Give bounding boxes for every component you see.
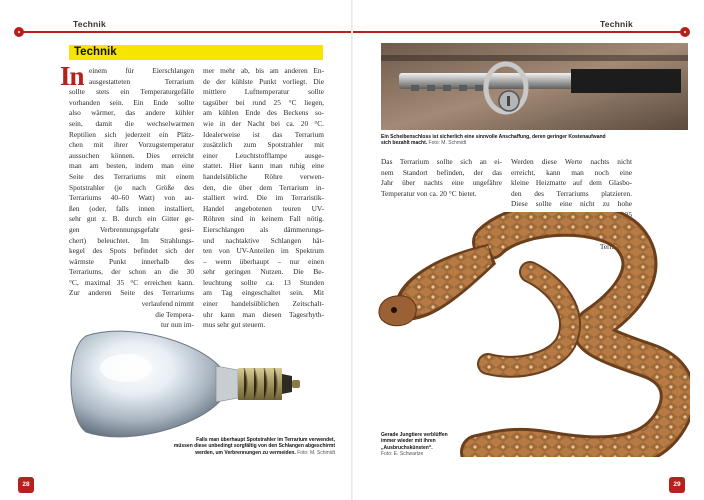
colB-line: am Tag eingeschaltet sein. Mit <box>203 288 324 298</box>
colB-line: mer mehr ab, bis am anderen En- <box>203 66 324 75</box>
colC-line: Das Terrarium sollte sich an ei- <box>381 157 502 166</box>
colB-line: zusätzlich zum Spotstrahler mit <box>203 140 324 150</box>
caption-lock-line-2: sich bezahlt macht. <box>381 140 428 147</box>
colC-line: nem Standort befinden, der das <box>381 167 502 177</box>
header-rule-left <box>20 31 351 33</box>
colC-line: Jahr über nachts eine ungefähre <box>381 178 502 188</box>
colB-line: einer handelsüblichen Zeitschalt- <box>203 299 324 309</box>
colA-line: ausgestatteten Terrarium <box>89 76 194 86</box>
colA-line: Spotstrahler (je nach Größe des <box>69 182 194 192</box>
header-rule-right <box>353 31 684 33</box>
colD-line: Terrariums <box>599 241 632 251</box>
caption-bulb-credit: Foto: M. Schmidt <box>297 449 335 456</box>
colA-line: aussuchen können. Dies erreicht <box>69 150 194 160</box>
colD-line: Wattzahl haben – 15–25 <box>561 209 632 219</box>
caption-bulb-line-2: müssen diese unbedingt sorgfältig von den Schlangen abgeschirmt <box>173 443 335 450</box>
caption-lock-line-1: Ein Scheibenschloss ist sicherlich eine sinnvolle Anschaffung, deren geringer Kostenaufwand <box>381 134 606 140</box>
colB-line: einer Leuchtstofflampe ausge- <box>203 150 324 160</box>
header-dot-right <box>680 27 690 37</box>
left-page-column-1 <box>69 66 194 331</box>
colD-line: kleine Heizmatte auf dem Glasbo- <box>511 178 632 188</box>
colA-line: chen mit ihrer Vorzugstemperatur <box>69 140 194 150</box>
colA-line: sein, damit die wechselwarmen <box>69 118 194 128</box>
colA-line: man am besten, indem man eine <box>69 161 194 171</box>
colA-line: Terrariums, der schon an die 30 <box>69 267 194 277</box>
lock-photo <box>381 43 688 130</box>
colD-line: aus. <box>620 252 632 262</box>
colA-line: einem für Eierschlangen <box>89 66 194 75</box>
colA-line: also wärmer, das andere kühler <box>69 108 194 118</box>
colB-line: de der kühlste Punkt vorliegt. Die <box>203 76 324 86</box>
colB-line: tagsüber bei rund 25 °C liegen, <box>203 97 324 107</box>
header-right-label: Technik <box>600 19 633 29</box>
colB-line: uhr kann man diesen Tagesrhyth- <box>203 309 324 319</box>
caption-lock-credit: Foto: M. Schmidt <box>428 140 467 147</box>
colB-line: Handel angebotenen teuren UV- <box>203 203 324 213</box>
colD-line: den des Terrariums platzieren. <box>511 188 632 198</box>
page-number-left: 28 <box>18 477 34 493</box>
colA-line: chert) beleuchtet. Im Strahlungs- <box>69 235 194 245</box>
colA-line: die Tempera- <box>155 309 194 319</box>
colA-line: Reptilien sich jederzeit ein Plätz- <box>69 129 194 139</box>
colB-line: stalliert wird. Die im Terraristik- <box>203 193 324 203</box>
colB-line: mus sehr gut steuern. <box>203 320 266 330</box>
caption-snake-line-2: immer wieder mit ihren <box>381 438 436 445</box>
colA-line: Terrariums 40–60 Watt) von au- <box>69 193 194 203</box>
colB-line: handelsübliche Röhre verwen- <box>203 171 324 181</box>
header-dot-left <box>14 27 24 37</box>
colA-line: tur nun im- <box>160 320 194 330</box>
page-number-right: 29 <box>669 477 685 493</box>
colB-line: stattet. Hier kann man ruhig eine <box>203 161 324 171</box>
colA-line: sehr gut z. B. durch ein Gitter ge- <box>69 214 194 224</box>
colD-line: Watt reichen je <box>587 220 632 230</box>
left-page-column-2 <box>203 66 324 331</box>
colA-line: sollte stets ein Temperaturgefälle <box>69 87 194 97</box>
header-left-label: Technik <box>73 19 106 29</box>
caption-bulb-line-3: werden, um Verbrennungen zu vermeiden. <box>195 449 296 456</box>
colB-line: wie in der Nacht bei ca. 20 °C. <box>203 118 324 128</box>
colA-line: wärmste Punkt innerhalb des <box>69 256 194 266</box>
colB-line: mittlere Lufttemperatur sollte <box>203 87 324 97</box>
caption-bulb <box>130 437 335 456</box>
drop-cap: In <box>60 61 84 91</box>
colA-line: kegel des Spots befindet sich der <box>69 246 194 256</box>
colA-line: Seite des Terrariums mit einem <box>69 171 194 181</box>
colB-line: – wenn überhaupt – nur einen <box>203 256 324 266</box>
sliding-lock-photo <box>381 43 688 130</box>
colB-line: leuchtung sollte ca. 13 Stunden <box>203 277 324 287</box>
snake-photo <box>370 209 690 457</box>
caption-snake <box>381 432 501 458</box>
colD-line: erreicht, kann man noch eine <box>511 167 632 177</box>
colD-line: Werden diese Werte nachts nicht <box>511 157 632 166</box>
colA-line: °C, maximal 35 °C erreichen kann. <box>69 277 194 287</box>
page-gutter <box>351 0 353 500</box>
colB-line: und nachtaktive Schlangen hät- <box>203 235 324 245</box>
colB-line: Röhren sind in keinem Fall nötig. <box>203 214 324 224</box>
caption-snake-credit: Foto: E. Schwartze <box>381 451 424 458</box>
colA-line: vorhanden sein. Ein Ende sollte <box>69 97 194 107</box>
colA-line: Zur anderen Seite des Terrariums <box>69 288 194 298</box>
colA-line: gen Verbrennungsgefahr gesi- <box>69 224 194 234</box>
light-bulb-photo <box>66 328 331 440</box>
colB-line: am kühlen Ende des Beckens so- <box>203 108 324 118</box>
caption-snake-line-1: Gerade Jungtiere verblüffen <box>381 432 448 438</box>
colB-line: den, die über dem Terrarium in- <box>203 182 324 192</box>
caption-bulb-line-1: Falls man überhaupt Spotstrahler im Terrarium verwendet, <box>196 437 335 443</box>
colB-line: Eierschlangen als dämmerungs- <box>203 224 324 234</box>
colA-line: verlaufend nimmt <box>141 299 194 309</box>
right-page-column-1 <box>381 157 502 199</box>
colC-line: Temperatur von ca. 20 °C bietet. <box>381 188 477 198</box>
caption-snake-line-3: „Ausbruchskünsten“. <box>381 444 433 451</box>
colB-line: Idealerweise ist das Terrarium <box>203 129 324 139</box>
colB-line: ten von UV-Anteilen im Spektrum <box>203 246 324 256</box>
colD-line: nach Größe des <box>586 231 632 241</box>
colB-line: sehr geringen Nutzen. Die Be- <box>203 267 324 277</box>
colD-line: Diese sollte eine nicht zu hohe <box>511 199 632 209</box>
section-title: Technik <box>69 45 323 60</box>
colA-line: ßen (oder, falls innen installiert, <box>69 203 194 213</box>
caption-lock <box>381 134 691 147</box>
